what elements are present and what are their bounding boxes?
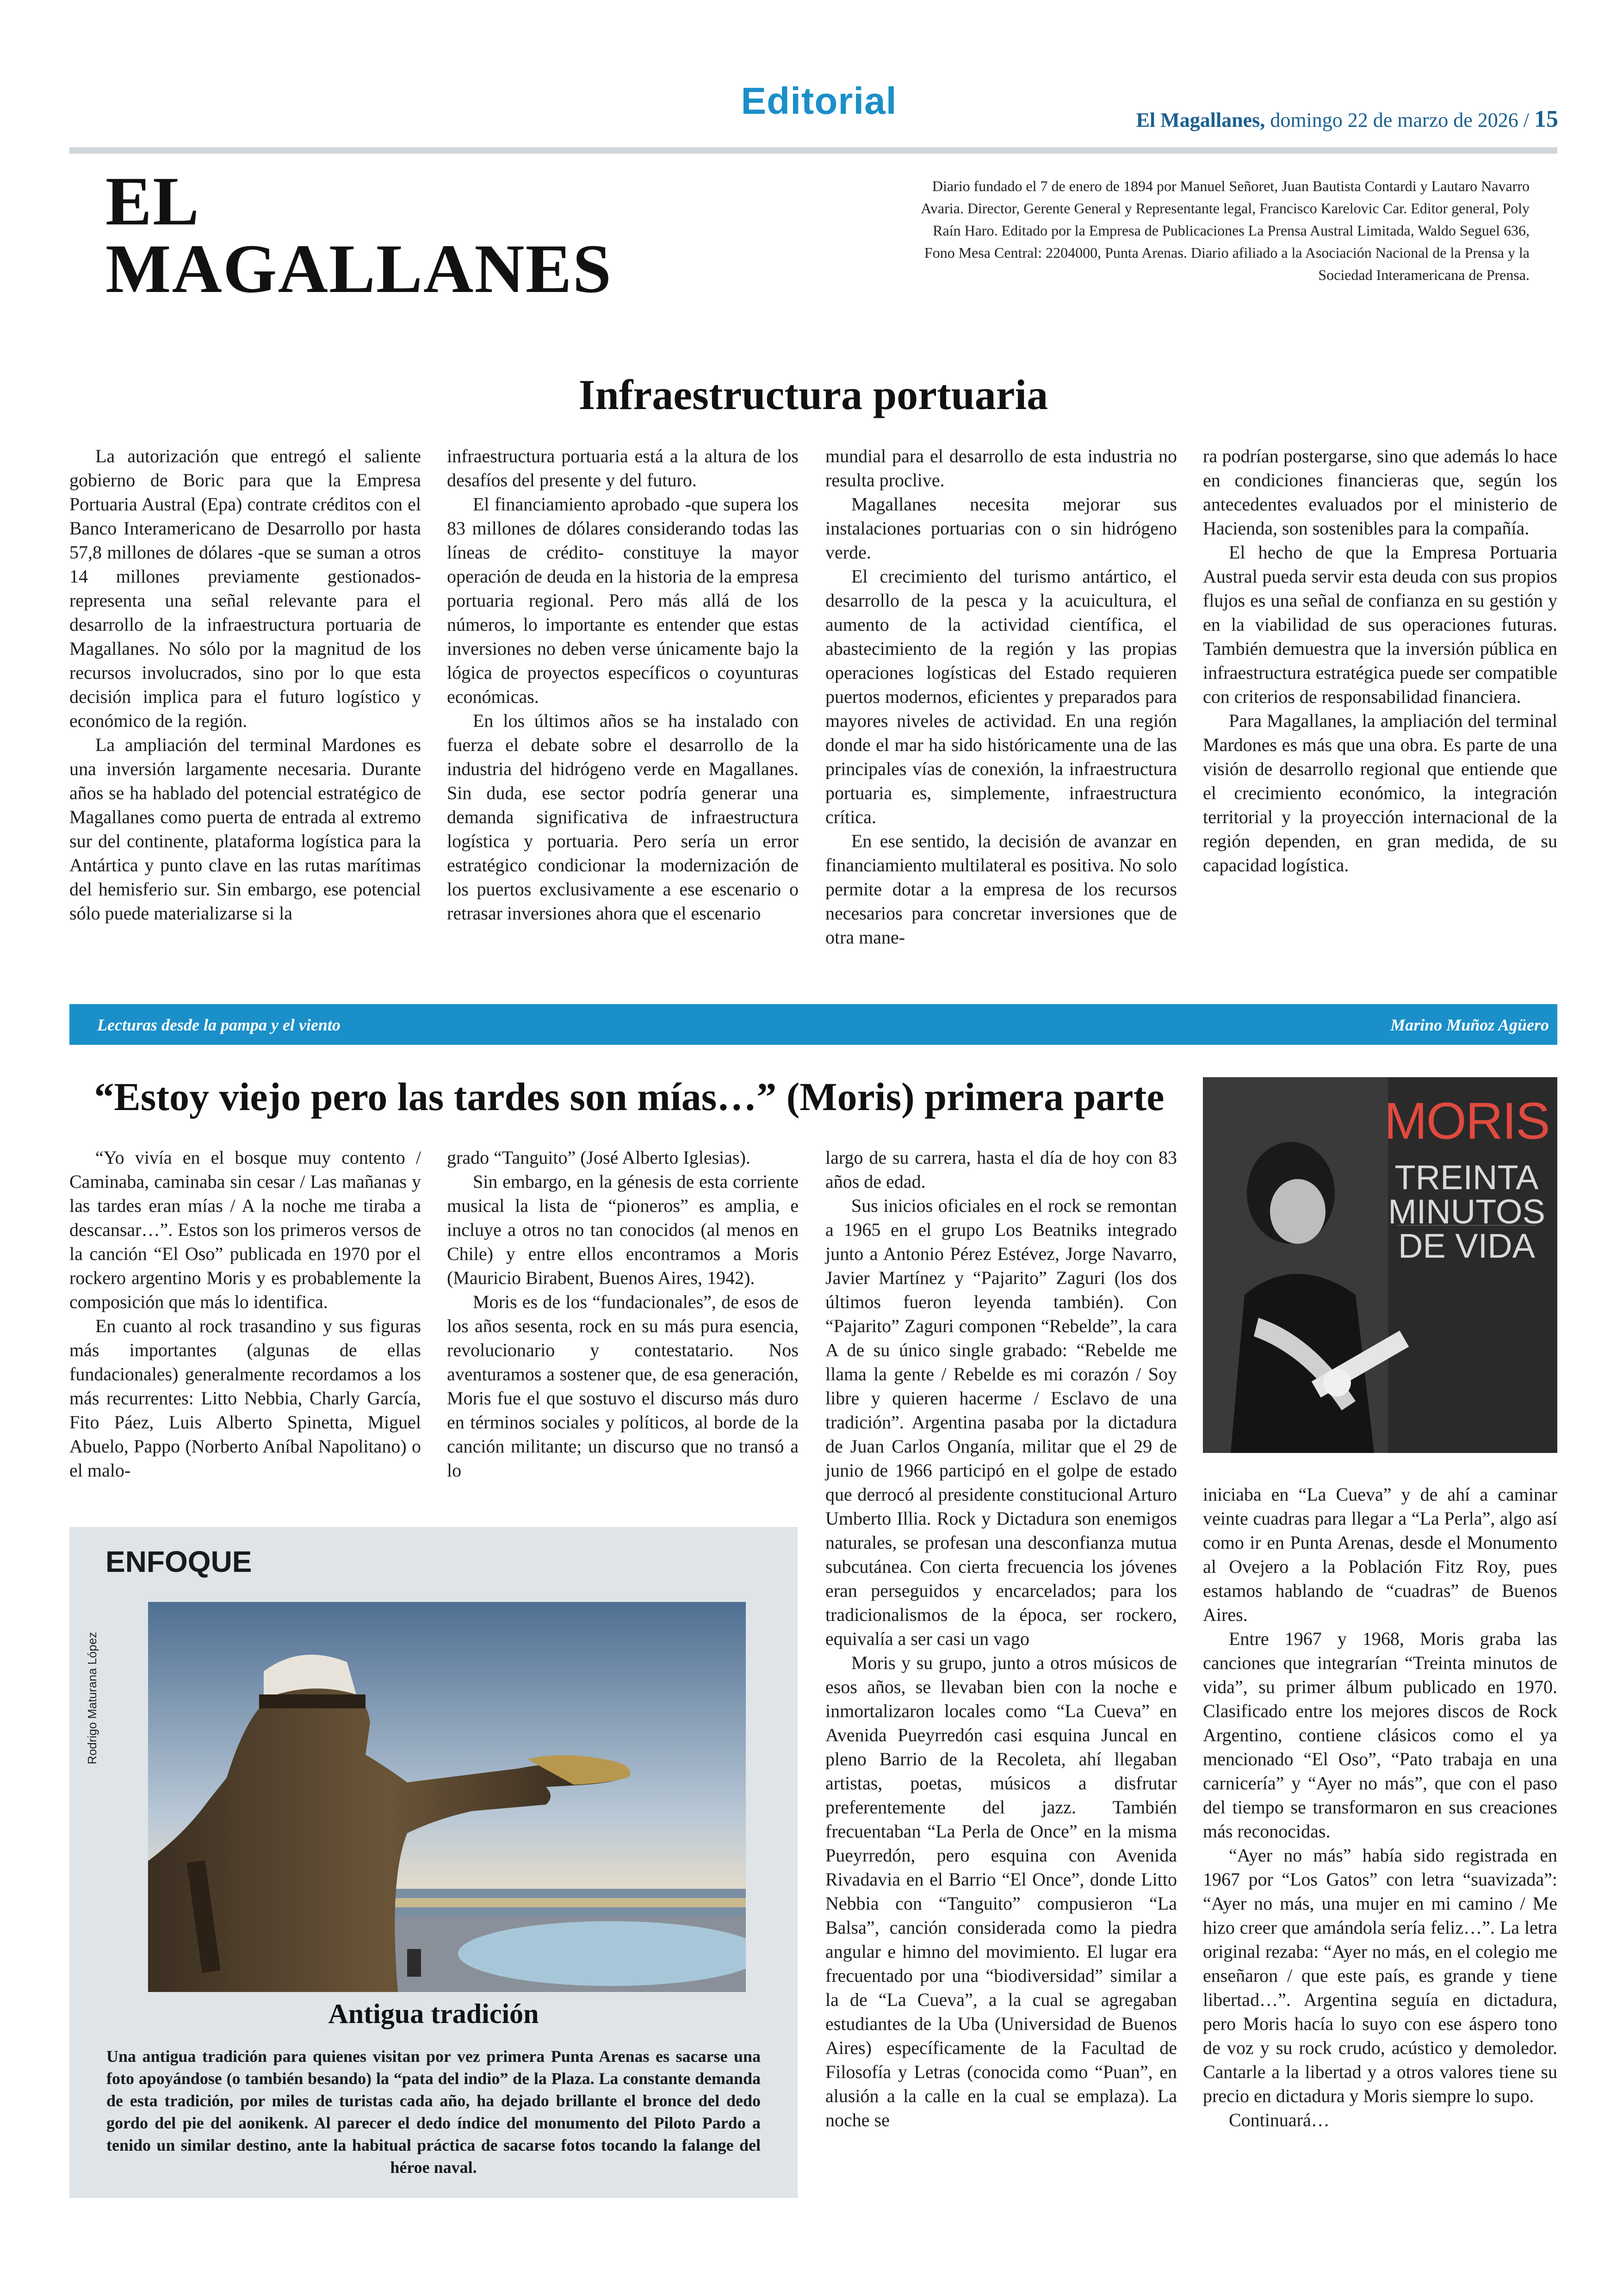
editorial-column-2 — [447, 444, 799, 925]
paragraph: Magallanes necesita mejorar sus instalaciones portuarias con o sin hidrógeno verde. — [825, 494, 1177, 563]
paragraph: iniciaba en “La Cueva” y de ahí a caminar veinte cuadras para llegar a “La Perla”, algo así como ir en Punta Arenas, desde el Monumento al Ovejero a la Población Fitz Roy, pues estamos hablando de “cuadras” de Buenos Aires. — [1203, 1484, 1557, 1625]
editorial-headline: Infraestructura portuaria — [578, 371, 1048, 418]
folio-separator: / — [1523, 109, 1529, 131]
article-column-3 — [825, 1146, 1177, 2132]
album-title-line: DE VIDA — [1398, 1227, 1536, 1265]
paragraph: En los últimos años se ha instalado con fuerza el debate sobre el desarrollo de la industria del hidrógeno verde en Magallanes. Sin duda, ese sector podría generar una demanda significativa de infraestructura logística y portuaria. Pero sería un error estratégico condicionar la modernización de los puertos exclusivamente a ese escenario o retrasar inversiones ahora que el escenario — [447, 710, 799, 924]
column-author: Marino Muñoz Agüero — [1390, 1016, 1549, 1034]
enfoque-caption: Una antigua tradición para quienes visitan por vez primera Punta Arenas es sacarse una foto apoyándose (o también besando) la “pata del indio” de la Plaza. La constante demanda de esta tradición, por miles de turistas cada año, ha dejado brillante el bronce del dedo gordo del pie del aonikenk. Al parecer el dedo índice del monumento del Piloto Pardo a tenido un similar destino, ante la habitual práctica de sacarse fotos tocando la falange del héroe naval. — [106, 2047, 761, 2177]
paragraph: El crecimiento del turismo antártico, el desarrollo de la pesca y la acuicultura, el aumento de la actividad científica, el abastecimiento de la región y las propias operaciones logísticas del Estado requieren puertos modernos, eficientes y preparados para mayores niveles de actividad. En una región donde el mar ha sido históricamente una de las principales vías de conexión, la infraestructura portuaria es, simplemente, infraestructura crítica. — [825, 566, 1177, 827]
statue-photo — [148, 1602, 746, 1992]
paragraph: largo de su carrera, hasta el día de hoy con 83 años de edad. — [825, 1147, 1177, 1192]
paragraph: “Ayer no más” había sido registrada en 1967 por “Los Gatos” con letra “suavizada”: “Ayer no más, una mujer en mi camino / Me hizo creer que amándola sería feliz…”. La letra original rezaba: “Ayer no más, en el colegio me enseñaron / que este país, es grande y tiene libertad…”. Argentina seguía en dictadura, pero Moris hacía lo suyo con ese áspero tono de voz y su rock crudo, acústico y demoledor. Cantarle a la libertad y a otros valores tiene su precio en dictadura y Moris siempre lo supo. — [1203, 1845, 1557, 2106]
article-headline: “Estoy viejo pero las tardes son mías…” (Moris) primera parte — [94, 1074, 1165, 1119]
paragraph: “Yo vivía en el bosque muy contento / Caminaba, caminaba sin cesar / Las mañanas y las tardes eran mías / A la noche me tiraba a descansar…”. Estos son los primeros versos de la canción “El Oso” publicada en 1970 por el rockero argentino Moris y es probablemente la composición que más lo identifica. — [69, 1147, 421, 1312]
enfoque-label: ENFOQUE — [105, 1545, 252, 1578]
album-title-line: TREINTA — [1394, 1158, 1539, 1197]
album-title-line: MINUTOS — [1388, 1192, 1545, 1231]
paragraph: El financiamiento aprobado -que supera los 83 millones de dólares considerando todas las líneas de crédito- constituye la mayor operación de deuda en la historia de la empresa portuaria regional. Pero más allá de los números, lo importante es entender que estas inversiones no deben verse únicamente bajo la lógica de proyectos específicos o coyunturas económicas. — [447, 494, 799, 707]
article-column-2 — [447, 1146, 799, 1483]
enfoque-title: Antigua tradición — [328, 1998, 539, 2029]
publication-date: domingo 22 de marzo de 2026 — [1270, 109, 1518, 131]
paragraph: Moris y su grupo, junto a otros músicos de esos años, se llevaban bien con la noche e inmortalizaron locales como “La Cueva” en Avenida Pueyrredón casi esquina Juncal en pleno Barrio de la Recoleta, ahí llegaban artistas, poetas, músicos a disfrutar preferentemente del jazz. También frecuentaban “La Perla de Once” en la misma Pueyrredón, pero esquina con Avenida Rivadavia en el Barrio “El Once”, donde Litto Nebbia con “Tanguito” compusieron “La Balsa”, canción considerada como la piedra angular e himno del movimiento. El lugar era frecuentado por una “biodiversidad” similar a la de “La Cueva”, a la cual se agregaban estudiantes de la Uba (Universidad de Buenos Aires) específicamente de la Facultad de Filosofía y Letras (conocida como “Puan”, en alusión a la calle en la cual se emplaza). La noche se — [825, 1652, 1177, 2130]
section-title: Editorial — [741, 80, 897, 122]
editorial-column-3 — [825, 444, 1177, 949]
paragraph: Para Magallanes, la ampliación del terminal Mardones es más que una obra. Es parte de una visión de desarrollo regional que entiende que el crecimiento económico, la integración territorial y la proyección internacional de la región dependen, en gran medida, de su capacidad logística. — [1203, 710, 1557, 875]
masthead-line-2: MAGALLANES — [105, 230, 613, 307]
column-name: Lecturas desde la pampa y el viento — [97, 1016, 341, 1034]
article-column-4 — [1203, 1483, 1557, 2132]
editorial-column-1 — [69, 444, 421, 925]
paragraph: El hecho de que la Empresa Portuaria Austral pueda servir esta deuda con sus propios flujos es una señal de confianza en su gestión y en la viabilidad de sus operaciones futuras. También demuestra que la inversión pública en infraestructura estratégica puede ser compatible con criterios de responsabilidad financiera. — [1203, 542, 1557, 707]
album-title — [1383, 1160, 1550, 1263]
photo-credit: Rodrigo Maturana López — [85, 1632, 99, 1765]
paragraph: Moris es de los “fundacionales”, de esos de los años sesenta, rock en su más pura esencia, revolucionario y contestatario. Nos aventuramos a sostener que, de esa generación, Moris fue el que sostuvo el discurso más duro en términos sociales y políticos, al borde de la canción militante; un discurso que no transó a lo — [447, 1291, 799, 1481]
header-rule — [69, 147, 1557, 154]
paragraph: Continuará… — [1229, 2110, 1330, 2130]
paragraph: La ampliación del terminal Mardones es una inversión largamente necesaria. Durante años se ha hablado del potencial estratégico de Magallanes como puerta de entrada al extremo sur del continente, plataforma logística para la Antártica y punto clave en las rutas marítimas del hemisferio sur. Sin embargo, ese potencial sólo puede materializarse si la — [69, 734, 421, 924]
masthead-info: Diario fundado el 7 de enero de 1894 por Manuel Señoret, Juan Bautista Contardi y Lautaro Navarro Avaria. Director, Gerente General y Representante legal, Francisco Karelovic Car. Editor general, Poly Raín Haro. Editado por la Empresa de Publicaciones La Prensa Austral Limitada, Waldo Seguel 636, Fono Mesa Central: 2204000, Punta Arenas. Diario afiliado a la Asociación Nacional de la Prensa y la Sociedad Interamericana de Prensa. — [921, 178, 1530, 283]
publication-name: El Magallanes, — [1136, 109, 1265, 131]
paragraph: infraestructura portuaria está a la altura de los desafíos del presente y del futuro. — [447, 446, 799, 490]
masthead-line-1: EL — [105, 163, 200, 240]
paragraph: Entre 1967 y 1968, Moris graba las canciones que integrarían “Treinta minutos de vida”, su primer álbum publicado en 1970. Clasificado entre los mejores discos de Rock Argentino, contiene clásicos como el ya mencionado “El Oso”, “Pato trabaja en una carnicería” y “Ayer no más”, que con el paso del tiempo se transformaron en sus creaciones más reconocidas. — [1203, 1628, 1557, 1842]
album-artist: MORIS — [1384, 1092, 1549, 1150]
enfoque-photo — [148, 1602, 746, 1992]
album-cover-image — [1203, 1077, 1557, 1453]
paragraph: mundial para el desarrollo de esta industria no resulta proclive. — [825, 446, 1177, 490]
paragraph: En cuanto al rock trasandino y sus figuras más importantes (algunas de ellas fundacionales) generalmente recordamos a los más recurrentes: Litto Nebbia, Charly García, Fito Páez, Luis Alberto Spinetta, Miguel Abuelo, Pappo (Norberto Aníbal Napolitano) o el malo- — [69, 1316, 421, 1481]
paragraph: En ese sentido, la decisión de avanzar en financiamiento multilateral es positiva. No solo permite dotar a la empresa de los recursos necesarios para concretar inversiones que de otra mane- — [825, 831, 1177, 948]
paragraph: La autorización que entregó el saliente gobierno de Boric para que la Empresa Portuaria Austral (Epa) contrate créditos con el Banco Interamericano de Desarrollo por hasta 57,8 millones de dólares -que se suman a otros 14 millones previamente gestionados- representa una señal relevante para el desarrollo de la infraestructura portuaria de Magallanes. No sólo por la magnitud de los recursos involucrados, sino por lo que esta decisión implica para el futuro logístico y económico de la región. — [69, 446, 421, 731]
editorial-column-4 — [1203, 444, 1557, 877]
paragraph: ra podrían postergarse, sino que además lo hace en condiciones financieras que, según los antecedentes evaluados por el ministerio de Hacienda, son sostenibles para la compañía. — [1203, 446, 1557, 539]
page-folio — [1136, 105, 1558, 133]
paragraph: Sus inicios oficiales en el rock se remontan a 1965 en el grupo Los Beatniks integrado junto a Antonio Pérez Estévez, Jorge Navarro, Javier Martínez y “Pajarito” Zaguri (los dos últimos fueron leyenda también). Con “Pajarito” Zaguri componen “Rebelde”, la cara A de su único single grabado: “Rebelde me llama la gente / Rebelde es mi corazón / Soy libre y quieren hacerme / Esclavo de una tradición”. Argentina pasaba por la dictadura de Juan Carlos Onganía, militar que el 29 de junio de 1966 participó en el golpe de estado que derrocó al presidente constitucional Arturo Umberto Illia. Rock y Dictadura son enemigos naturales, se profesan una desconfianza mutua subcutánea. Con cierta frecuencia los jóvenes eran perseguidos y encarcelados; para los tradicionalismos de la época, ser rockero, equivalía a ser casi un vago — [825, 1195, 1177, 1649]
article-column-1 — [69, 1146, 421, 1483]
page-number: 15 — [1534, 106, 1558, 132]
paragraph: grado “Tanguito” (José Alberto Iglesias). — [447, 1147, 750, 1168]
paragraph: Sin embargo, en la génesis de esta corriente musical la lista de “pioneros” es amplia, e incluye a otros no tan conocidos (al menos en Chile) y entre ellos encontramos a Moris (Mauricio Birabent, Buenos Aires, 1942). — [447, 1171, 799, 1288]
